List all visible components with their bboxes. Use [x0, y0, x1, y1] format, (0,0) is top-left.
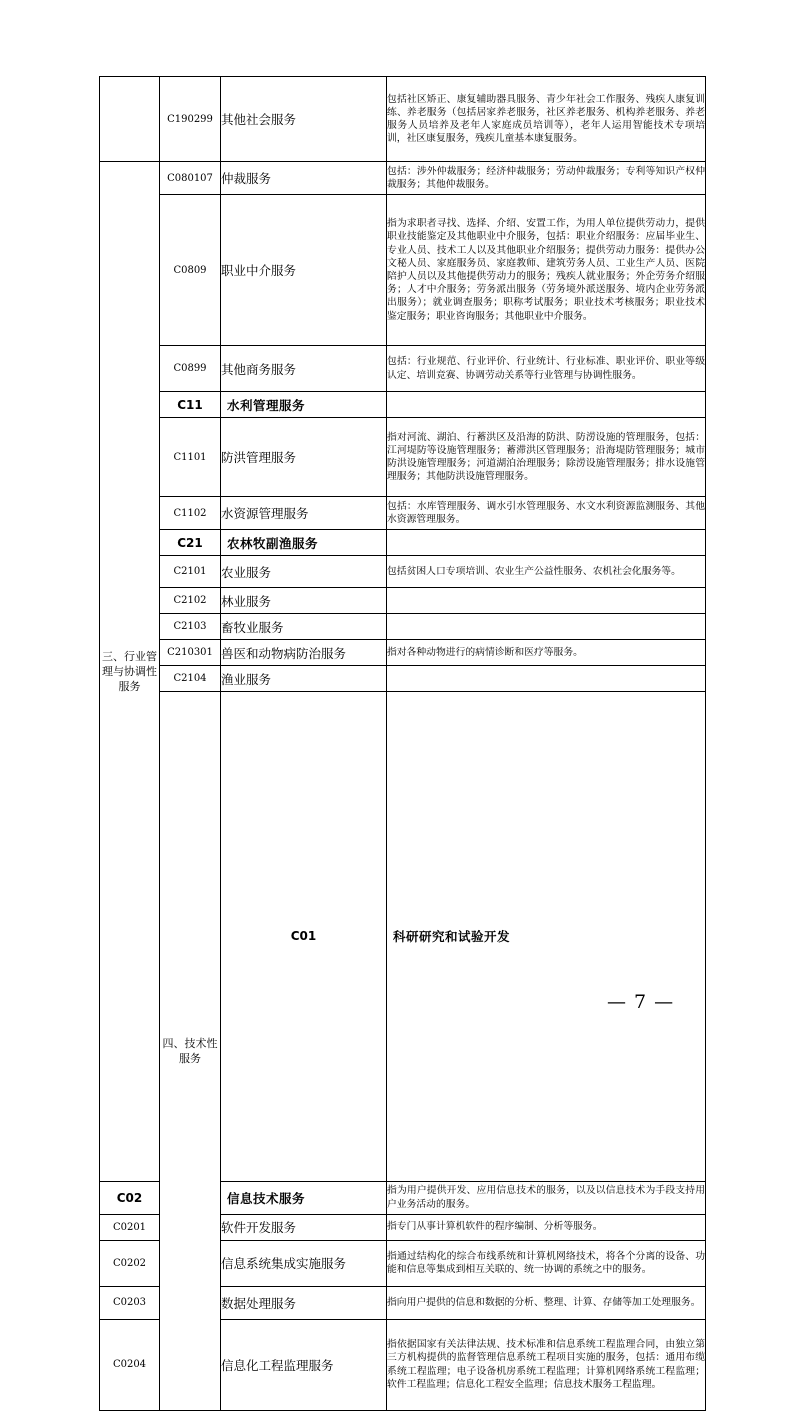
group-code: C21 — [160, 530, 221, 556]
item-description: 包括：水库管理服务、调水引水管理服务、水文水利资源监测服务、其他水资源管理服务。 — [387, 497, 706, 530]
item-code: C2101 — [160, 556, 221, 588]
item-name: 仲裁服务 — [221, 162, 387, 195]
table-row — [100, 497, 706, 530]
item-name: 水资源管理服务 — [221, 497, 387, 530]
item-description — [387, 666, 706, 692]
item-description: 包括贫困人口专项培训、农业生产公益性服务、农机社会化服务等。 — [387, 556, 706, 588]
group-name: 水利管理服务 — [221, 392, 387, 418]
table-row — [100, 588, 706, 614]
item-name: 职业中介服务 — [221, 195, 387, 346]
table-row — [100, 530, 706, 556]
group-name: 信息技术服务 — [221, 1181, 387, 1214]
group-code: C02 — [100, 1181, 160, 1214]
page-number: — 7 — — [607, 991, 675, 1013]
group-code: C11 — [160, 392, 221, 418]
item-code: C2102 — [160, 588, 221, 614]
item-description: 指专门从事计算机软件的程序编制、分析等服务。 — [387, 1214, 706, 1240]
item-name: 林业服务 — [221, 588, 387, 614]
item-name: 农业服务 — [221, 556, 387, 588]
item-code: C1102 — [160, 497, 221, 530]
table-row — [100, 640, 706, 666]
item-code: C0203 — [100, 1286, 160, 1319]
item-name: 信息系统集成实施服务 — [221, 1240, 387, 1286]
group-name: 科研研究和试验开发 — [387, 692, 706, 1182]
item-description — [387, 588, 706, 614]
item-description — [387, 614, 706, 640]
table-row — [100, 556, 706, 588]
item-description: 指向用户提供的信息和数据的分析、整理、计算、存储等加工处理服务。 — [387, 1286, 706, 1319]
item-name: 其他商务服务 — [221, 346, 387, 392]
table-row — [100, 195, 706, 346]
item-code: C0204 — [100, 1319, 160, 1410]
item-name: 信息化工程监理服务 — [221, 1319, 387, 1410]
item-code: C2103 — [160, 614, 221, 640]
item-description — [387, 530, 706, 556]
item-code: C2104 — [160, 666, 221, 692]
item-code: C0899 — [160, 346, 221, 392]
group-name: 农林牧副渔服务 — [221, 530, 387, 556]
table-row — [100, 162, 706, 195]
table-row — [100, 692, 706, 1182]
table-row — [100, 392, 706, 418]
item-description: 包括社区矫正、康复辅助器具服务、青少年社会工作服务、残疾人康复训练、养老服务（包括居家养老服务，社区养老服务、机构养老服务、养老服务人员培养及老年人家庭成员培训等），老年人运用智能技术专项培训，社区康复服务，残疾儿童基本康复服务。 — [387, 77, 706, 162]
item-name: 兽医和动物病防治服务 — [221, 640, 387, 666]
item-name: 渔业服务 — [221, 666, 387, 692]
item-name: 软件开发服务 — [221, 1214, 387, 1240]
table-row — [100, 666, 706, 692]
item-description: 指为求职者寻找、选择、介绍、安置工作，为用人单位提供劳动力，提供职业技能鉴定及其他职业中介服务，包括：职业介绍服务：应届毕业生、专业人员、技术工人以及其他职业介绍服务；提供劳动力服务：提供办公文秘人员、家庭服务员、家庭教师、建筑劳务人员、工业生产人员、医院陪护人员以及其他提供劳动力的服务；残疾人就业服务；外企劳务介绍服务；人才中介服务；劳务派出服务（劳务境外派送服务、境内企业劳务派出服务）；就业调查服务；职称考试服务；职业技术考核服务；职业技术鉴定服务；职业咨询服务；其他职业中介服务。 — [387, 195, 706, 346]
category-cell-empty — [100, 77, 160, 162]
group-code: C01 — [221, 692, 387, 1182]
item-description: 指对各种动物进行的病情诊断和医疗等服务。 — [387, 640, 706, 666]
table-row — [100, 614, 706, 640]
item-code: C0809 — [160, 195, 221, 346]
item-code: C0201 — [100, 1214, 160, 1240]
item-code: C1101 — [160, 418, 221, 497]
item-description: 指为用户提供开发、应用信息技术的服务，以及以信息技术为手段支持用户业务活动的服务。 — [387, 1181, 706, 1214]
item-description: 指通过结构化的综合布线系统和计算机网络技术，将各个分离的设备、功能和信息等集成到相互关联的、统一协调的系统之中的服务。 — [387, 1240, 706, 1286]
item-description: 指对河流、湖泊、行蓄洪区及沿海的防洪、防涝设施的管理服务，包括：江河堤防等设施管理服务；蓄滞洪区管理服务；沿海堤防管理服务；城市防洪设施管理服务；河道湖泊治理服务；除涝设施管理服务；排水设施管理服务；其他防洪设施管理服务。 — [387, 418, 706, 497]
item-description: 包括：涉外仲裁服务；经济仲裁服务；劳动仲裁服务；专利等知识产权仲裁服务；其他仲裁服务。 — [387, 162, 706, 195]
item-code: C210301 — [160, 640, 221, 666]
item-name: 防洪管理服务 — [221, 418, 387, 497]
item-code: C0202 — [100, 1240, 160, 1286]
item-name: 畜牧业服务 — [221, 614, 387, 640]
item-code: C190299 — [160, 77, 221, 162]
table-row — [100, 346, 706, 392]
table-row — [100, 77, 706, 162]
category-cell-4: 四、技术性服务 — [160, 692, 221, 1411]
item-description: 包括：行业规范、行业评价、行业统计、行业标准、职业评价、职业等级认定、培训竞赛、协调劳动关系等行业管理与协调性服务。 — [387, 346, 706, 392]
service-catalog-table — [99, 76, 706, 1411]
item-name: 数据处理服务 — [221, 1286, 387, 1319]
item-description — [387, 392, 706, 418]
item-code: C080107 — [160, 162, 221, 195]
item-name: 其他社会服务 — [221, 77, 387, 162]
table-row — [100, 418, 706, 497]
category-cell-3: 三、行业管理与协调性服务 — [100, 162, 160, 1182]
item-description: 指依据国家有关法律法规、技术标准和信息系统工程监理合同，由独立第三方机构提供的监督管理信息系统工程项目实施的服务，包括：通用布缆系统工程监理；电子设备机房系统工程监理；计算机网络系统工程监理；软件工程监理；信息化工程安全监理；信息技术服务工程监理。 — [387, 1319, 706, 1410]
